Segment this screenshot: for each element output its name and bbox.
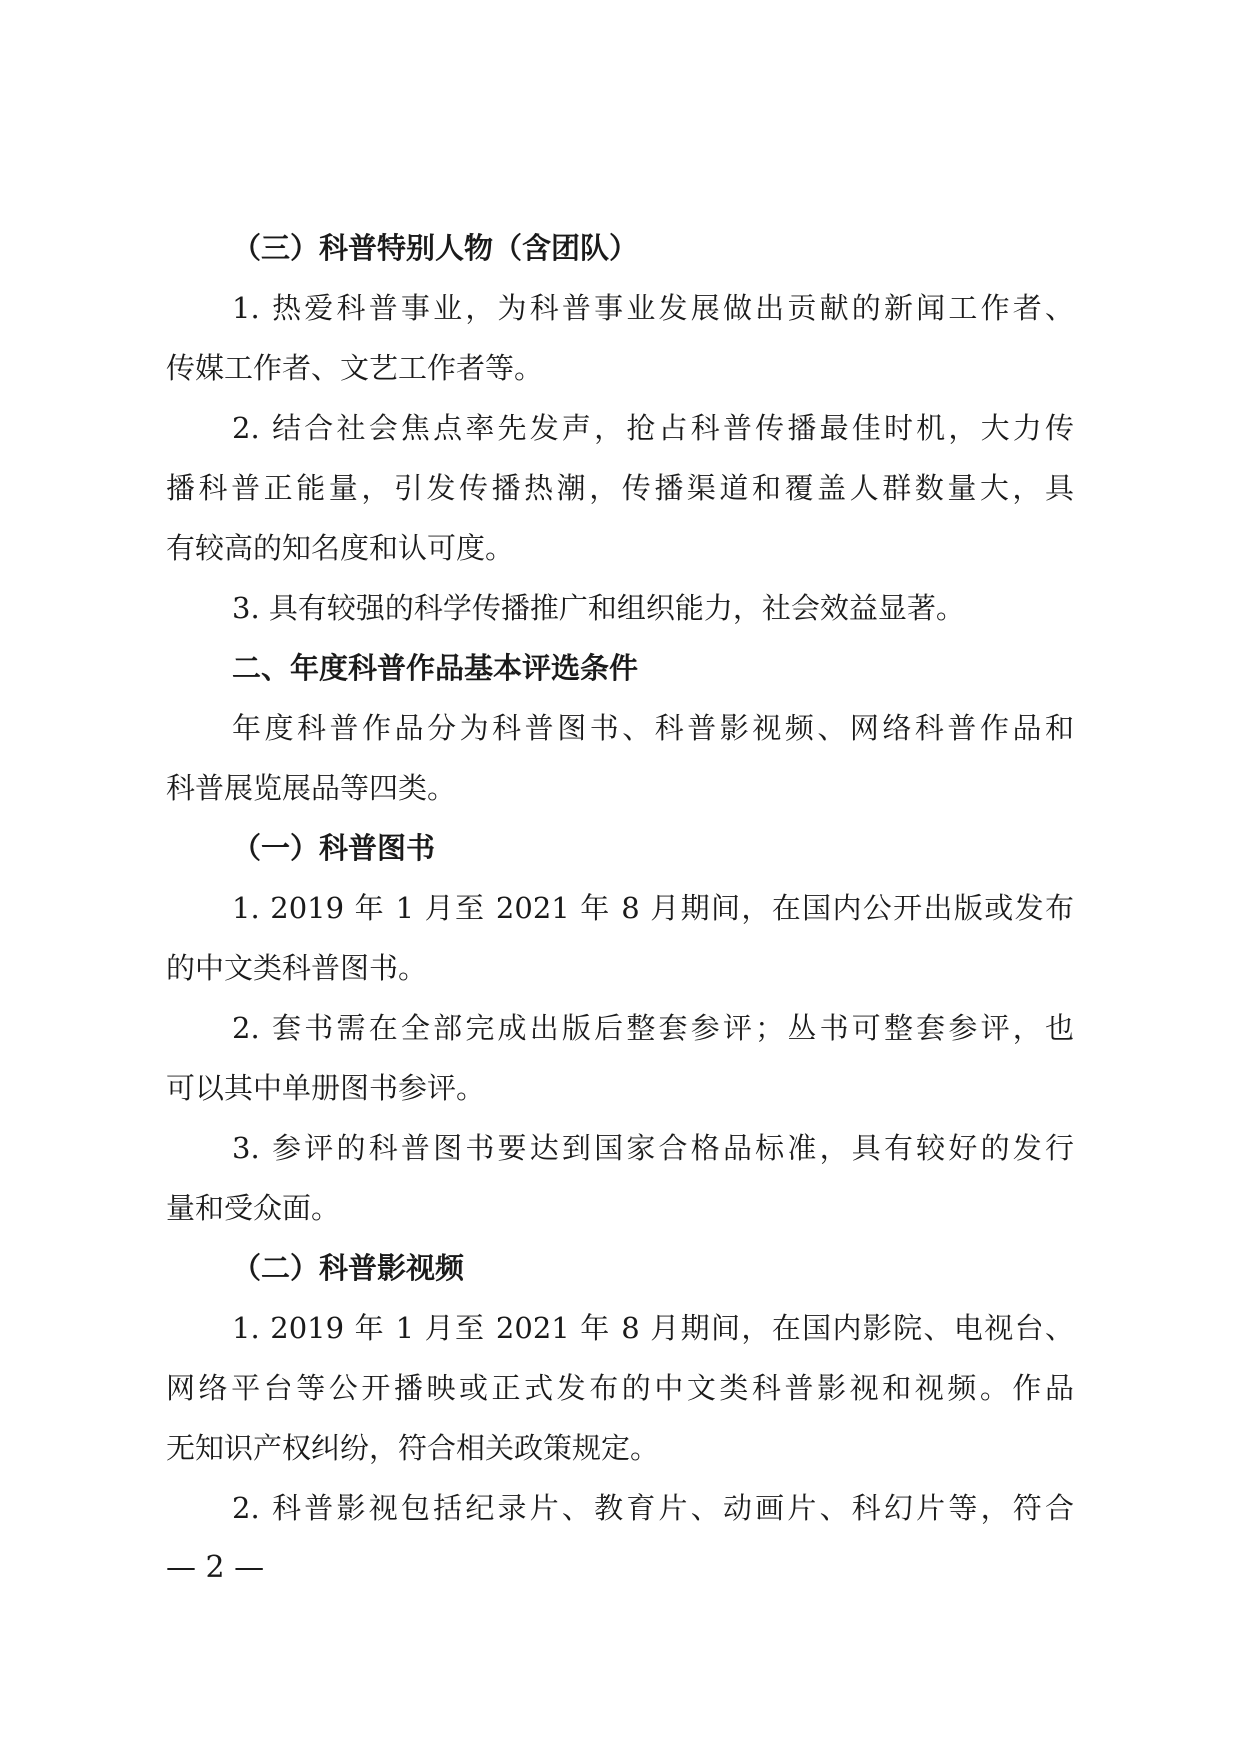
subsection-heading-special-figures: （三）科普特别人物（含团队）: [232, 231, 639, 265]
paragraph-line: 网络平台等公开播映或正式发布的中文类科普影视和视频。作品: [166, 1371, 1074, 1405]
paragraph-line: 2. 套书需在全部完成出版后整套参评；丛书可整套参评，也: [232, 1011, 1074, 1045]
paragraph-line: 传媒工作者、文艺工作者等。: [166, 351, 544, 385]
paragraph-line: 可以其中单册图书参评。: [166, 1071, 486, 1105]
paragraph-line: 年度科普作品分为科普图书、科普影视频、网络科普作品和: [232, 711, 1074, 745]
subsection-heading-videos: （二）科普影视频: [232, 1251, 465, 1285]
subsection-heading-books: （一）科普图书: [232, 831, 436, 865]
section-heading-annual-works: 二、年度科普作品基本评选条件: [232, 651, 639, 685]
paragraph-line: 2. 结合社会焦点率先发声，抢占科普传播最佳时机，大力传: [232, 411, 1074, 445]
paragraph-line: 3. 参评的科普图书要达到国家合格品标准，具有较好的发行: [232, 1131, 1074, 1165]
paragraph-line: 1. 2019 年 1 月至 2021 年 8 月期间，在国内公开出版或发布: [232, 891, 1074, 925]
paragraph-line: 3. 具有较强的科学传播推广和组织能力，社会效益显著。: [232, 591, 965, 625]
paragraph-line: 1. 2019 年 1 月至 2021 年 8 月期间，在国内影院、电视台、: [232, 1311, 1074, 1345]
paragraph-line: 无知识产权纠纷，符合相关政策规定。: [166, 1431, 660, 1465]
paragraph-line: 有较高的知名度和认可度。: [166, 531, 515, 565]
page-number: — 2 —: [166, 1550, 265, 1585]
document-body: [166, 218, 1074, 1538]
paragraph-line: 1. 热爱科普事业，为科普事业发展做出贡献的新闻工作者、: [232, 291, 1074, 325]
paragraph-line: 的中文类科普图书。: [166, 951, 428, 985]
paragraph-line: 2. 科普影视包括纪录片、教育片、动画片、科幻片等，符合: [232, 1491, 1074, 1525]
paragraph-line: 播科普正能量，引发传播热潮，传播渠道和覆盖人群数量大，具: [166, 471, 1074, 505]
paragraph-line: 量和受众面。: [166, 1191, 341, 1225]
paragraph-line: 科普展览展品等四类。: [166, 771, 457, 805]
